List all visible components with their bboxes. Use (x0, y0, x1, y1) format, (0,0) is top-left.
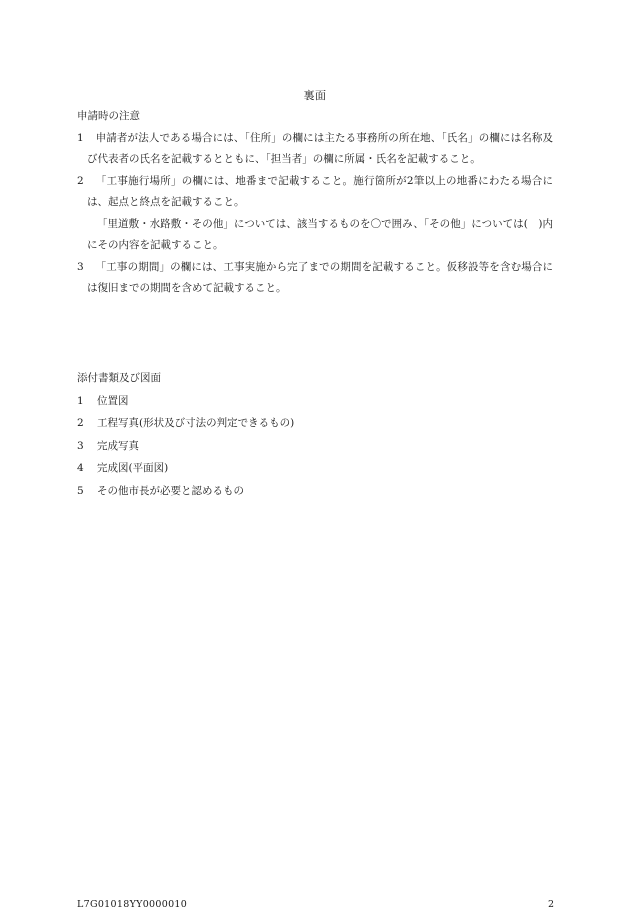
note-number: 3 (77, 260, 84, 273)
note-text: 「工事施行場所」の欄には、地番まで記載すること。施行箇所が2筆以上の地番にわたる場合には、起点と終点を記載すること。 (87, 174, 553, 208)
notes-section (77, 106, 553, 300)
note-number: 1 (77, 131, 84, 144)
attachment-item (77, 390, 553, 413)
attachments-title: 添付書類及び図面 (77, 372, 161, 384)
note-text: 「工事の期間」の欄には、工事実施から完了までの期間を記載すること。仮移設等を含む場合には復旧までの期間を含めて記載すること。 (87, 260, 554, 294)
attachment-number: 3 (77, 439, 84, 452)
attachment-text: 完成図(平面図) (97, 462, 169, 474)
attachment-number: 4 (77, 462, 84, 474)
note-number: 2 (77, 174, 84, 187)
attachments-list (77, 390, 553, 503)
page-number: 2 (548, 899, 555, 910)
attachment-number: 2 (77, 417, 84, 429)
attachment-number: 1 (77, 394, 84, 407)
attachment-text: 完成写真 (97, 439, 139, 452)
attachment-number: 5 (77, 484, 84, 497)
reverse-side-label: 裏面 (303, 89, 327, 102)
note-item-1 (77, 128, 553, 171)
note-item-3 (77, 257, 553, 300)
attachment-text: 工程写真(形状及び寸法の判定できるもの) (97, 417, 295, 429)
note-item-2-sub: 「里道敷・水路敷・その他」については、該当するものを〇で囲み、「その他」については( )内にその内容を記載すること。 (87, 217, 553, 251)
form-code: L7G01018YY0000010 (77, 899, 188, 910)
attachment-item (77, 412, 553, 435)
attachment-item (77, 457, 553, 480)
attachment-text: その他市長が必要と認めるもの (97, 484, 244, 497)
note-text: 申請者が法人である場合には、「住所」の欄には主たる事務所の所在地、「氏名」の欄には名称及び代表者の氏名を記載するとともに、「担当者」の欄に所属・氏名を記載すること。 (87, 131, 554, 165)
attachments-section (77, 368, 553, 502)
attachment-item (77, 480, 553, 503)
attachment-item (77, 435, 553, 458)
note-item-2 (77, 171, 553, 214)
notes-title: 申請時の注意 (77, 110, 140, 122)
attachment-text: 位置図 (97, 394, 129, 407)
